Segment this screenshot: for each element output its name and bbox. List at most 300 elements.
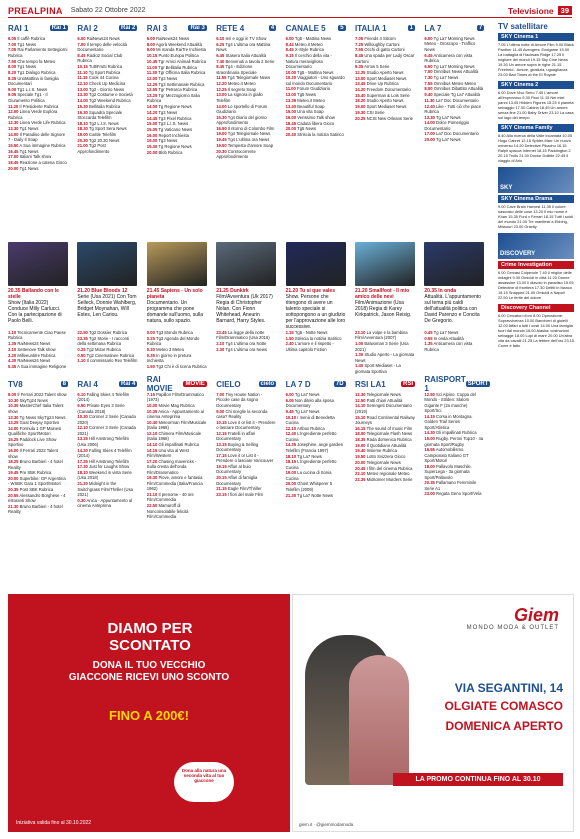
programme-title: Tg2 Cinematinee Rubrica bbox=[86, 352, 135, 358]
channel-header bbox=[286, 22, 346, 34]
programme-item bbox=[147, 492, 207, 503]
programme-item bbox=[77, 98, 137, 103]
programme-title: Love it or List it - Prendere o lasciare Vancouver bbox=[216, 452, 274, 464]
programme-title: Tiny House Nation - Piccole case da sogno Documentary bbox=[216, 392, 263, 408]
programme-item bbox=[355, 437, 415, 442]
evening-pick-title bbox=[8, 288, 68, 300]
programme-title: Just for Laughs Show bbox=[89, 464, 130, 470]
programme-title: Linea Verde Life Rubrica bbox=[19, 120, 66, 126]
programme-title: Friends 4 Sitcom bbox=[364, 36, 396, 41]
programme-title: Tgr Officina Italia Rubrica bbox=[158, 70, 206, 76]
programme-time: 17.20 bbox=[146, 458, 158, 464]
programme-item bbox=[77, 448, 137, 459]
programme-title: L'ingrediente perfetto Cucina bbox=[285, 431, 337, 442]
programme-item bbox=[355, 330, 415, 341]
programme-item bbox=[424, 480, 484, 491]
programme-item bbox=[77, 481, 137, 497]
programme-time: 6.10 bbox=[216, 36, 225, 41]
programme-item bbox=[77, 403, 137, 414]
programme-title: CSI Serie bbox=[366, 109, 385, 115]
programme-item bbox=[8, 42, 68, 47]
evening-pick-desc: Documentario. Un programma che pone domande sull'uomo, sulla natura, sullo spazio. bbox=[146, 300, 204, 324]
programme-title: Superbike: GP Argentina - WSBK Gara 1 Sport/Motori bbox=[8, 476, 66, 487]
programme-item bbox=[8, 154, 68, 159]
channel-header bbox=[216, 378, 276, 390]
programme-item bbox=[147, 53, 207, 58]
channel-header bbox=[355, 378, 415, 390]
programme-time: 11.00 bbox=[146, 64, 158, 70]
programme-item bbox=[8, 420, 68, 425]
programme-title: Goal Deejay Sportivo bbox=[19, 420, 60, 426]
programme-time: 22.50 bbox=[77, 330, 88, 335]
programme-time: 19.00 bbox=[77, 132, 88, 138]
programme-title: Tg1 News bbox=[19, 148, 39, 154]
programme-title: Tg La7 News bbox=[297, 453, 322, 459]
programme-title: Rada domenica Rubrica bbox=[366, 437, 412, 443]
programme-item bbox=[286, 409, 346, 414]
programme-item bbox=[355, 477, 415, 482]
evening-pick-name: Tu si que vales bbox=[299, 288, 335, 294]
programme-item bbox=[355, 398, 415, 403]
programme-title: Gli impallinati Rubrica bbox=[436, 430, 477, 436]
programme-item bbox=[355, 403, 415, 414]
programme-item bbox=[147, 82, 207, 87]
programme-title: Il caffè Rubrica bbox=[17, 36, 46, 41]
programme-item bbox=[147, 59, 207, 64]
programme-title: Meteo.it Meteo bbox=[294, 41, 323, 47]
programme-item bbox=[286, 109, 346, 114]
programme-time: 3.20 bbox=[8, 352, 17, 358]
programme-item bbox=[424, 464, 484, 480]
programme-item bbox=[8, 448, 68, 459]
programme-time: 17.25 bbox=[77, 458, 88, 464]
programme-title: Agorà Weekend Attualità bbox=[155, 41, 202, 47]
programme-item bbox=[216, 42, 276, 53]
programme-time: 18.10 bbox=[285, 453, 297, 459]
programme-time: 23.00 bbox=[424, 491, 435, 497]
programme-time: 6.00 bbox=[285, 392, 294, 397]
programme-title: Eagle Film/Thriller bbox=[227, 486, 262, 492]
programme-time: 11.55 bbox=[216, 75, 227, 81]
programme-title: Il commissario Rex Telefilm bbox=[86, 358, 138, 364]
programme-item bbox=[8, 437, 68, 448]
programme-title: TuttiFrutti Rubrica bbox=[88, 63, 123, 69]
programme-item bbox=[77, 121, 137, 126]
programme-item bbox=[77, 464, 137, 469]
satellite-image-2: DISCOVERY bbox=[498, 233, 574, 259]
programme-time: 20.35 bbox=[8, 487, 19, 493]
programme-item bbox=[147, 150, 207, 155]
programme-time: 0.35 bbox=[146, 352, 155, 358]
programme-time: 11.00 bbox=[285, 86, 296, 92]
programme-time: 11.10 bbox=[77, 69, 88, 75]
programme-item bbox=[147, 42, 207, 47]
programme-item bbox=[77, 498, 137, 509]
programme-item bbox=[77, 126, 137, 131]
programme-item bbox=[8, 166, 68, 171]
programme-time: 9.00 bbox=[146, 47, 155, 53]
programme-item bbox=[286, 459, 346, 470]
programme-item bbox=[216, 442, 276, 453]
channel-logo: 8 bbox=[62, 381, 66, 387]
programme-time: 13.45 bbox=[355, 81, 366, 87]
programme-item bbox=[424, 98, 484, 103]
programme-item bbox=[147, 353, 207, 364]
programme-title: RaiNews24 News bbox=[17, 341, 51, 347]
programme-time: 23.35 bbox=[77, 335, 88, 341]
programme-image bbox=[286, 242, 346, 286]
programme-time: 1.35 bbox=[8, 341, 17, 347]
programme-title: Midnight in the Switchgrass Film/Thriller (Usa 2021) bbox=[77, 481, 133, 497]
programme-time: 7.00 bbox=[8, 41, 17, 47]
programme-title: Tg4 L'ultima ora Notte bbox=[225, 341, 267, 347]
programme-item bbox=[286, 36, 346, 41]
programme-item bbox=[424, 330, 484, 335]
channel-name: CANALE 5 bbox=[285, 23, 326, 33]
channel-header bbox=[146, 375, 207, 393]
programme-item bbox=[147, 76, 207, 81]
programme-item bbox=[216, 75, 276, 80]
programme-item bbox=[424, 131, 484, 136]
programme-item bbox=[286, 330, 346, 335]
programme-time: 8.45 bbox=[285, 47, 294, 53]
programme-item bbox=[8, 76, 68, 87]
programme-time: 21.30 bbox=[8, 503, 19, 509]
programme-time: 14.15 bbox=[146, 447, 158, 453]
page-header bbox=[8, 4, 572, 18]
programme-title: Private Eyes 3 Serie (Canada 2018) bbox=[77, 403, 125, 414]
programme-item bbox=[424, 104, 484, 115]
programme-time: 20.00 bbox=[424, 137, 435, 143]
programme-title: Chimera Film/Musicale (Italia 1968) bbox=[146, 431, 202, 442]
programme-title: Tg La7 Notte News bbox=[297, 492, 334, 498]
programme-time: 16.15 bbox=[355, 425, 366, 431]
programme-title: RaiNews24 News bbox=[156, 36, 190, 41]
programme-time: 0.45 bbox=[424, 330, 433, 335]
evening-pick bbox=[424, 288, 484, 324]
masthead-logo: PREALPINA bbox=[8, 5, 63, 16]
programme-title: Tg2 L.I.S. News bbox=[88, 120, 119, 126]
programme-time: 19.00 bbox=[146, 138, 158, 144]
programme-item bbox=[355, 47, 415, 52]
programme-item bbox=[286, 415, 346, 426]
programme-time: 6.45 bbox=[424, 52, 433, 58]
channel-logo: cielo bbox=[260, 381, 275, 387]
programme-title: Caduta libera Gioco bbox=[297, 120, 335, 126]
programme-item bbox=[216, 64, 276, 75]
programme-item bbox=[8, 120, 68, 125]
programme-item bbox=[8, 160, 68, 165]
programme-time: 12.50 bbox=[355, 397, 366, 403]
programme-item bbox=[8, 487, 68, 492]
programme-title: I menù di Benedetta Cucina bbox=[285, 414, 335, 425]
programme-item bbox=[355, 116, 415, 121]
programme-title: Sci Alpino. Coppa del Mondo - Sölden: Slalom Gigante F (2a manche) Sport/Sci bbox=[424, 392, 476, 414]
programme-time: 10.35 bbox=[146, 408, 158, 414]
programme-item bbox=[216, 53, 276, 58]
programme-item bbox=[147, 65, 207, 70]
programme-image bbox=[216, 242, 276, 286]
programme-title: Pallavolo Maschile. SuperLega - 3a giornata Sport/Pallavolo bbox=[424, 463, 472, 480]
programme-item bbox=[147, 93, 207, 104]
channel-name: RAI 4 bbox=[77, 379, 98, 389]
programme-time: 10.00 bbox=[146, 403, 158, 409]
programme-time: 20.30 bbox=[216, 148, 227, 154]
programme-title: Pallamano Femminile Serie A1 bbox=[424, 480, 477, 491]
programme-time: 12.50 bbox=[424, 392, 435, 397]
programme-title: Arrow 5 Serie bbox=[364, 64, 390, 70]
programme-item bbox=[286, 53, 346, 69]
programme-title: Il ritorno di Colombo Film bbox=[227, 125, 275, 131]
programme-title: Radio2 Social Club Rubrica bbox=[77, 52, 123, 64]
programme-item bbox=[286, 336, 346, 341]
evening-pick bbox=[147, 288, 207, 324]
programme-time: 12.30 bbox=[355, 392, 366, 397]
programme-title: Tg5 - Mattina News bbox=[297, 69, 334, 75]
programme-title: The sound of music Film bbox=[366, 425, 413, 431]
programme-time: 15.00 bbox=[285, 109, 297, 115]
programme-title: Alessandro Borghese - 4 ristoranti Show bbox=[8, 492, 66, 504]
programme-time: 16.30 bbox=[77, 109, 88, 115]
programme-item bbox=[147, 36, 207, 41]
programme-item bbox=[147, 110, 207, 115]
programme-title: Italiani Talk show bbox=[19, 154, 52, 160]
programme-time: 13.00 bbox=[285, 92, 297, 98]
programme-time: 1.15 bbox=[285, 330, 294, 335]
ad-right-promo: LA PROMO CONTINUA FINO AL 30.10 bbox=[393, 773, 563, 786]
programme-time: 13.30 bbox=[424, 114, 435, 120]
programme-item bbox=[355, 98, 415, 103]
programme-title: Affari di famiglia Documentary bbox=[216, 475, 258, 486]
programme-time: 8.45 bbox=[216, 64, 225, 70]
programme-time: 10.35 bbox=[8, 403, 19, 409]
programme-title: Tg3 News bbox=[158, 75, 178, 81]
programme-item bbox=[8, 415, 68, 420]
programme-item bbox=[8, 341, 68, 346]
programme-item bbox=[8, 109, 68, 120]
programme-title: Una spada per Lady Oscar Cartoni bbox=[355, 53, 415, 64]
programme-item bbox=[8, 347, 68, 352]
programme-time: 20.55 bbox=[8, 492, 19, 498]
programme-title: Anica - Appuntamento al cinema Anteprima bbox=[77, 497, 133, 509]
programme-title: Tecnicamente Ciao Paese Rubrica bbox=[8, 330, 66, 341]
programme-title: Beautiful Soap bbox=[297, 103, 325, 109]
channel-logo: 7 bbox=[479, 25, 483, 31]
programme-title: Falling Skies 4 Telefilm (2014) bbox=[77, 392, 130, 403]
programme-title: In giorno in pretura Inchiesta bbox=[146, 352, 192, 363]
programme-time: 18.10 bbox=[77, 470, 88, 476]
programme-time: 18.25 bbox=[8, 459, 19, 465]
programme-item bbox=[216, 104, 276, 115]
programme-item bbox=[77, 459, 137, 464]
programme-title: Bruno Barbieri - 4 hotel Reality bbox=[8, 503, 63, 515]
programme-item bbox=[355, 70, 415, 75]
programme-item bbox=[147, 330, 207, 335]
evening-pick-time: 21.25 bbox=[216, 288, 229, 294]
programme-time: 20.45 bbox=[355, 465, 366, 471]
programme-item bbox=[286, 42, 346, 47]
satellite-image: SKY bbox=[498, 167, 574, 193]
evening-pick-desc: Show (Italia 2022) Conduce Milly Carlucci. Con la partecipazione di Paolo Belli. bbox=[8, 300, 62, 324]
programme-title: Like - Tutti ciò che piace Rubrica bbox=[424, 103, 481, 114]
programme-time: 9.15 bbox=[285, 53, 294, 59]
programme-title: Formula 1 GP Mainesi Qualifiche Sport/Motori bbox=[8, 425, 62, 437]
programme-item bbox=[424, 75, 484, 80]
programme-time: 7.00 bbox=[424, 69, 433, 75]
header-date: Sabato 22 Ottobre 2022 bbox=[70, 7, 146, 14]
programme-time: 8.45 bbox=[355, 53, 364, 59]
programme-item bbox=[147, 104, 207, 109]
programme-item bbox=[286, 132, 346, 137]
programme-item bbox=[216, 143, 276, 148]
channel-logo: 1 bbox=[409, 25, 413, 31]
late-programmes bbox=[77, 330, 137, 374]
programme-item bbox=[355, 53, 415, 64]
programme-time: 0.00 bbox=[146, 330, 155, 335]
programme-item bbox=[77, 110, 137, 121]
programme-title: Tg4 Diario del giorno Approfondimento bbox=[216, 114, 267, 126]
evening-pick-title bbox=[355, 288, 415, 300]
programme-item bbox=[216, 409, 276, 420]
channel-column bbox=[286, 22, 346, 238]
programme-time: 2.10 bbox=[216, 341, 225, 347]
programme-item bbox=[8, 36, 68, 41]
programme-time: 0.25 bbox=[146, 335, 155, 341]
programme-time: 17.15 bbox=[216, 452, 227, 458]
programme-title: Studio Aperto - La giornata News bbox=[355, 352, 415, 363]
programme-title: La legge della notte Film/Drammatico (Usa 2016) bbox=[216, 330, 270, 341]
programme-title: Freedom Documentario bbox=[366, 87, 411, 93]
channel-name: LA 7 D bbox=[285, 379, 311, 389]
programme-item bbox=[424, 414, 484, 430]
programme-title: SkyTg24 News bbox=[19, 397, 48, 403]
programme-time: 18.10 bbox=[77, 120, 88, 126]
channel-logo: 7D bbox=[335, 381, 344, 387]
programme-time: 15.30 bbox=[77, 103, 88, 109]
programme-title: Automobilismo. Campionato Italiano GT Sport/Motori bbox=[424, 447, 469, 464]
ad-right[interactable] bbox=[292, 594, 574, 832]
programme-time: 20.00 bbox=[8, 476, 19, 482]
evening-pick-title bbox=[147, 288, 207, 300]
satellite-box bbox=[498, 195, 574, 229]
programme-item bbox=[8, 59, 68, 64]
programme-item bbox=[216, 453, 276, 464]
programme-time: 19.00 bbox=[285, 470, 297, 476]
programme-title: Tg Regione News bbox=[158, 104, 192, 110]
programme-item bbox=[355, 93, 415, 98]
programme-title: Gli impallinati Rubrica bbox=[158, 442, 199, 448]
programme-title: L'ingrediente perfetto Cucina bbox=[285, 459, 337, 470]
programme-item bbox=[77, 330, 137, 335]
channel-name: TV8 bbox=[8, 379, 23, 389]
programme-item bbox=[147, 448, 207, 459]
channel-logo: 5 bbox=[340, 25, 344, 31]
programme-time: 17.00 bbox=[8, 154, 19, 160]
programme-time: 9.05 bbox=[8, 92, 17, 98]
programme-time: 12.25 bbox=[146, 81, 158, 87]
programme-time: 8.00 bbox=[424, 86, 433, 92]
programme-time: 18.35 bbox=[355, 437, 366, 443]
programme-time: 13.30 bbox=[77, 92, 88, 98]
programme-title: Artbox Rubrica bbox=[297, 425, 325, 431]
programme-title: Occhi di gatto Cartoni bbox=[364, 47, 405, 53]
programme-time: 19.00 bbox=[216, 131, 227, 137]
programme-time: 11.20 bbox=[8, 103, 19, 109]
programme-item bbox=[77, 70, 137, 75]
programme-title: RaiNews24 News bbox=[86, 36, 120, 41]
programme-time: 10.15 bbox=[77, 63, 88, 69]
programme-title: Stasera Italia Attualità bbox=[225, 52, 267, 58]
late-programmes bbox=[286, 330, 346, 374]
programme-title: Tg La7 News bbox=[435, 137, 461, 143]
channel-header bbox=[8, 378, 68, 390]
programme-title: Settenove Talk show bbox=[17, 346, 56, 352]
programme-time: 12.40 bbox=[285, 431, 297, 437]
programme-title: Il Paradiso delle Signore 7 - Daily Il Soap bbox=[8, 131, 66, 143]
programme-item bbox=[147, 364, 207, 369]
programme-time: 12.30 bbox=[8, 120, 19, 126]
programme-item bbox=[424, 436, 484, 447]
satellite-box-text: 6.00 Cercatori d'oro 8.00 Operazione: Sopravvivenza 10.00 Banchieri di gioielli 12.00 Affari a tutti i costi 14.00 Una famiglia fuori dal mondo 16.00 Alaska: costruzioni selvagge 18.00 Lupi di mare 20.00 Un'altra vita da cavalli 21.25 La febbre dell'oro 23.15 Come è fatto bbox=[498, 313, 575, 348]
programme-title: Tg2 Weekend Rubrica bbox=[88, 98, 131, 104]
programme-title: Tg2 Post Approfondimento bbox=[77, 143, 110, 154]
programme-item bbox=[355, 363, 415, 374]
programme-time: 0.30 bbox=[77, 497, 86, 503]
ad-left[interactable] bbox=[8, 594, 290, 832]
satellite-box-title: SKY Cinema 1 bbox=[498, 33, 574, 41]
programme-item bbox=[355, 42, 415, 47]
programme-image bbox=[424, 242, 484, 286]
programme-time: 18.30 bbox=[77, 126, 88, 132]
programme-title: Anica - Appuntamento al cinema Anteprima bbox=[146, 408, 204, 420]
programme-time: 7.00 bbox=[77, 41, 86, 47]
programme-item bbox=[286, 470, 346, 481]
programme-item bbox=[216, 330, 276, 341]
programme-time: 13.30 bbox=[8, 126, 19, 132]
programme-title: Tg La7 Morning News bbox=[433, 63, 475, 69]
programme-item bbox=[424, 491, 484, 496]
programme-time: 0.55 bbox=[424, 335, 433, 341]
programme-item bbox=[355, 341, 415, 352]
programme-item bbox=[8, 353, 68, 358]
programme-item bbox=[355, 76, 415, 81]
programme-time: 20.40 bbox=[285, 132, 297, 138]
programme-time: 18.00 bbox=[424, 463, 435, 469]
programme-time: 0.50 bbox=[77, 352, 86, 358]
satellite-box-title: SKY Cinema Drama bbox=[498, 195, 574, 203]
programme-time: 14.00 bbox=[216, 103, 227, 109]
programme-title: In onda Attualità bbox=[433, 335, 464, 341]
programme-title: Il prenome - 40 ore Film/Commedia bbox=[146, 491, 194, 503]
programme-title: Report Inchiesta bbox=[158, 132, 189, 138]
programme-time: 9.35 bbox=[355, 64, 364, 70]
programme-time: 13.40 bbox=[285, 103, 297, 109]
programme-time: 7.05 bbox=[355, 36, 364, 41]
programme-title: Tg3 Settimanale Rubrica bbox=[158, 81, 205, 87]
programme-item bbox=[77, 92, 137, 97]
programme-time: 19.45 bbox=[8, 470, 19, 476]
ad-left-bubble: Dona alla natura una seconda vita al tuo giaccone bbox=[174, 762, 234, 802]
programme-time: 7.40 bbox=[216, 58, 225, 64]
programme-title: Papillon Film/Drammatico (1973) bbox=[146, 392, 204, 403]
programme-title: L'amore e il rispetto - Ultima capitolo Fiction bbox=[285, 341, 334, 352]
programme-item bbox=[216, 59, 276, 64]
programme-title: Linea Verde Explora Rubrica bbox=[8, 109, 58, 120]
programme-title: Meteo 3 Meteo bbox=[156, 346, 185, 352]
programme-title: Tg La7 News bbox=[435, 114, 461, 120]
evening-pick bbox=[355, 288, 415, 318]
programme-title: Tg5 News bbox=[297, 92, 317, 98]
